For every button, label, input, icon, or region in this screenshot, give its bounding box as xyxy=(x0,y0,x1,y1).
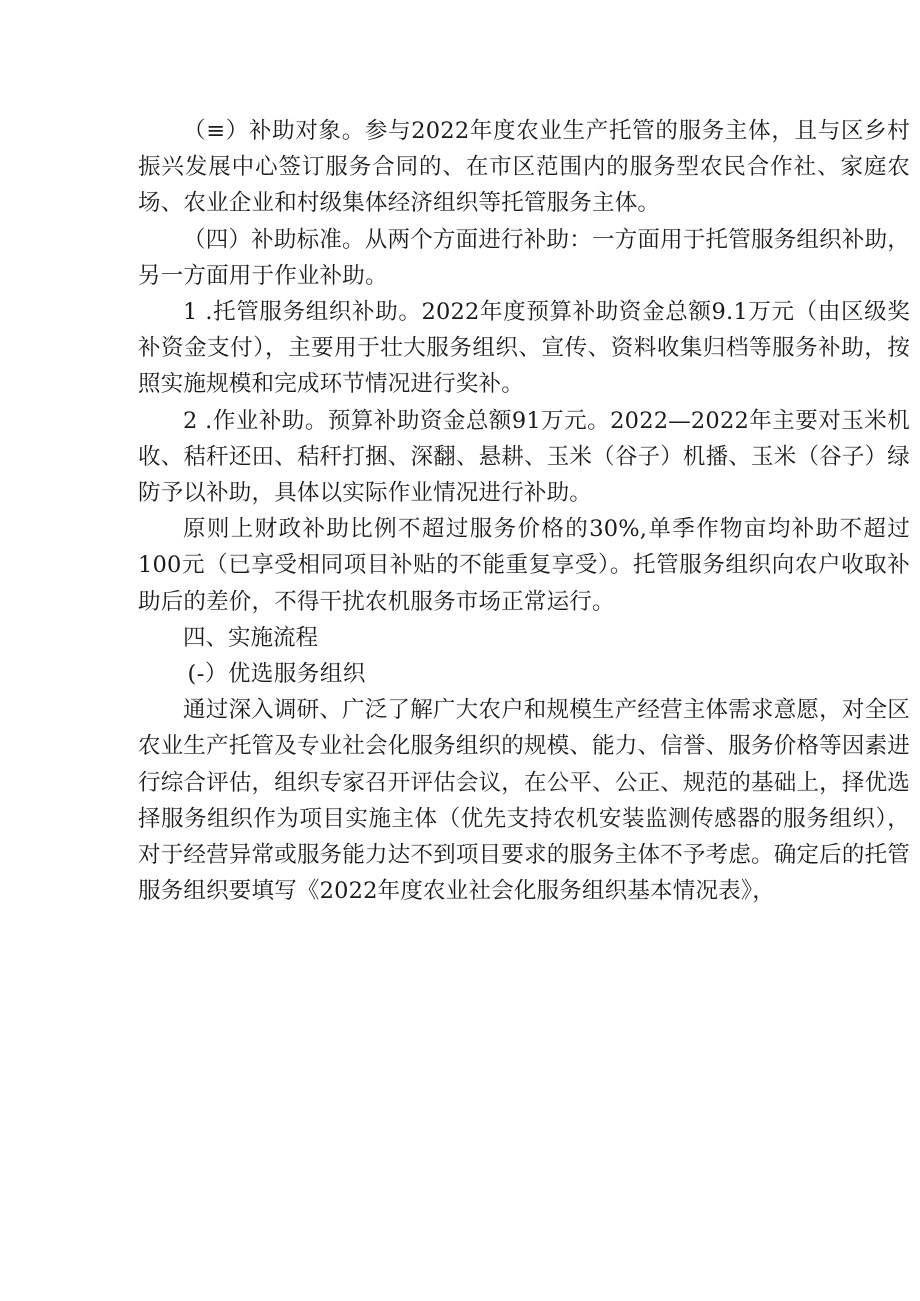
paragraph-operation-subsidy: 2 .作业补助。预算补助资金总额91万元。2022—2022年主要对玉米机收、秸秆还田、秸秆打捆、深翻、悬耕、玉米（谷子）机播、玉米（谷子）绿防予以补助，具体以实际作业情况进行补助。 xyxy=(138,407,910,507)
paragraph-select-orgs: 通过深入调研、广泛了解广大农户和规模生产经营主体需求意愿，对全区农业生产托管及专业社会化服务组织的规模、能力、信誉、服务价格等因素进行综合评估，组织专家召开评估会议，在公平、公正、规范的基础上，择优选择服务组织作为项目实施主体（优先支持农机安装监测传感器的服务组织），对于经营异常或服务能力达不到项目要求的服务主体不予考虑。确定后的托管服务组织要填写《2022年度农业社会化服务组织基本情况表》， xyxy=(138,697,910,905)
paragraph-org-subsidy: 1 .托管服务组织补助。2022年度预算补助资金总额9.1万元（由区级奖补资金支付），主要用于壮大服务组织、宣传、资料收集归档等服务补助，按照实施规模和完成环节情况进行奖补。 xyxy=(138,299,910,398)
section-heading: 四、实施流程 xyxy=(183,624,319,651)
subsection-heading: (-）优选服务组织 xyxy=(187,661,366,688)
paragraph-subsidy-standard: （四）补助标准。从两个方面进行补助：一方面用于托管服务组织补助，另一方面用于作业补助。 xyxy=(138,226,910,289)
paragraph-subsidy-target: （≡）补助对象。参与2022年度农业生产托管的服务主体，且与区乡村振兴发展中心签订服务合同的、在市区范围内的服务型农民合作社、家庭农场、农业企业和村级集体经济组织等托管服务主体。 xyxy=(138,118,910,217)
document-body xyxy=(138,113,910,909)
paragraph-subsidy-principle: 原则上财政补助比例不超过服务价格的30%,单季作物亩均补助不超过100元（已享受相同项目补贴的不能重复享受）。托管服务组织向农户收取补助后的差价，不得干扰农机服务市场正常运行。 xyxy=(138,516,910,615)
